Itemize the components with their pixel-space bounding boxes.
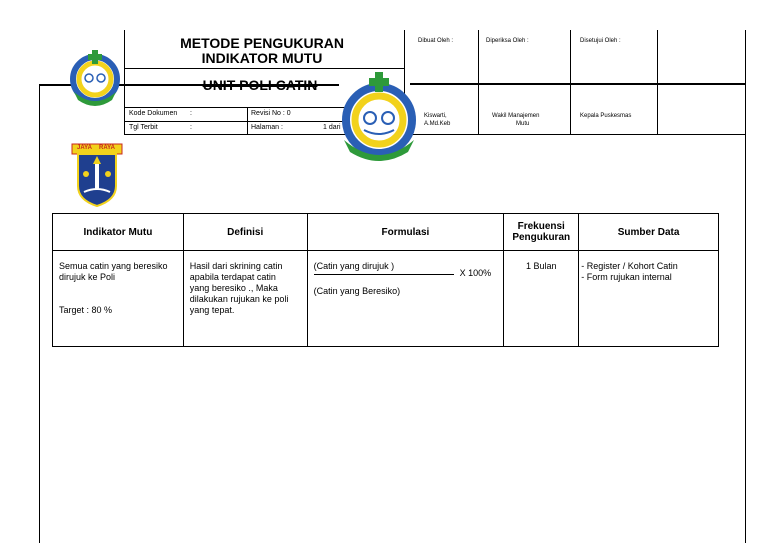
- header-sumber-data: Sumber Data: [579, 214, 719, 251]
- header-frekuensi: [504, 214, 579, 251]
- cell-definisi: [183, 251, 307, 347]
- table-row: [53, 251, 719, 347]
- jakarta-emblem: [70, 142, 124, 208]
- halaman-label: Halaman :: [251, 124, 283, 131]
- diperiksa-oleh-label: Diperiksa Oleh :: [486, 38, 529, 44]
- cell-indikator: [53, 251, 184, 347]
- frekuensi-value: 1 Bulan: [525, 261, 557, 271]
- table-header-row: [53, 214, 719, 251]
- header-vline-6: [745, 30, 746, 84]
- definisi-line4: dilakukan rujukan ke poli: [189, 294, 289, 304]
- tgl-terbit-colon: :: [190, 124, 192, 131]
- kode-dokumen-label: Kode Dokumen: [129, 110, 178, 117]
- emblem-text-right: RAYA: [99, 145, 115, 151]
- indikator-line2: dirujuk ke Poli: [59, 272, 116, 282]
- formula-numerator: (Catin yang dirujuk ): [313, 261, 395, 271]
- disetujui-name: Kepala Puskesmas: [580, 113, 632, 119]
- definisi-line2: apabila terdapat catin: [189, 272, 276, 282]
- cell-sumber-data: [579, 251, 719, 347]
- header-hline-title: [124, 68, 405, 69]
- header-vline-3: [478, 30, 479, 135]
- formula-fraction-line: [314, 274, 454, 275]
- header-definisi: Definisi: [183, 214, 307, 251]
- jakarta-emblem-icon: [70, 142, 124, 208]
- puskesmas-logo-icon: [64, 48, 126, 110]
- header-frekuensi-line1: Frekuensi: [517, 221, 565, 232]
- header-formulasi: Formulasi: [307, 214, 504, 251]
- kode-dokumen-colon: :: [190, 110, 192, 117]
- outer-right-border: [745, 84, 746, 543]
- header-vline-5: [657, 30, 658, 135]
- cell-formulasi: [307, 251, 504, 347]
- formula-denominator: (Catin yang Beresiko): [313, 286, 401, 296]
- dibuat-oleh-label: Dibuat Oleh :: [418, 38, 454, 44]
- halaman-value: 1 dari: [323, 124, 341, 131]
- header-frekuensi-line2: Pengukuran: [512, 232, 571, 243]
- indikator-target: Target : 80 %: [59, 305, 113, 315]
- diperiksa-name-line2: Mutu: [516, 121, 530, 127]
- disetujui-oleh-label: Disetujui Oleh :: [580, 38, 621, 44]
- header-hline-bottom: [124, 134, 746, 135]
- cell-frekuensi: [504, 251, 579, 347]
- unit-title: UNIT POLI CATIN: [202, 77, 318, 93]
- formula-multiplier: X 100%: [459, 268, 492, 278]
- revisi-label: Revisi No : 0: [251, 110, 291, 117]
- outer-left-border: [39, 84, 40, 543]
- doc-title-line1: METODE PENGUKURAN: [180, 35, 344, 51]
- tgl-terbit-label: Tgl Terbit: [129, 124, 158, 131]
- header-indikator-mutu: Indikator Mutu: [53, 214, 184, 251]
- indikator-line1: Semua catin yang beresiko: [59, 261, 168, 271]
- emblem-text-left: JAYA: [77, 145, 92, 151]
- header-vline-4: [570, 30, 571, 135]
- dibuat-name-line1: Kiswarti,: [424, 113, 447, 119]
- doc-title-line2: INDIKATOR MUTU: [201, 50, 323, 66]
- dibuat-name-line2: A.Md.Keb: [424, 121, 451, 127]
- outer-top-line-right: [410, 83, 746, 85]
- definisi-line1: Hasil dari skrining catin: [189, 261, 283, 271]
- puskesmas-logo-large-icon: [334, 70, 424, 166]
- definisi-line3: yang beresiko ., Maka: [189, 283, 278, 293]
- header-vline-revisi: [247, 107, 248, 134]
- definisi-line5: yang tepat.: [189, 305, 235, 315]
- sumber-line1: - Register / Kohort Catin: [581, 261, 678, 271]
- diperiksa-name-line1: Wakil Manajemen: [492, 113, 540, 119]
- sumber-line2: - Form rujukan internal: [581, 272, 672, 282]
- indicator-table: [52, 213, 719, 347]
